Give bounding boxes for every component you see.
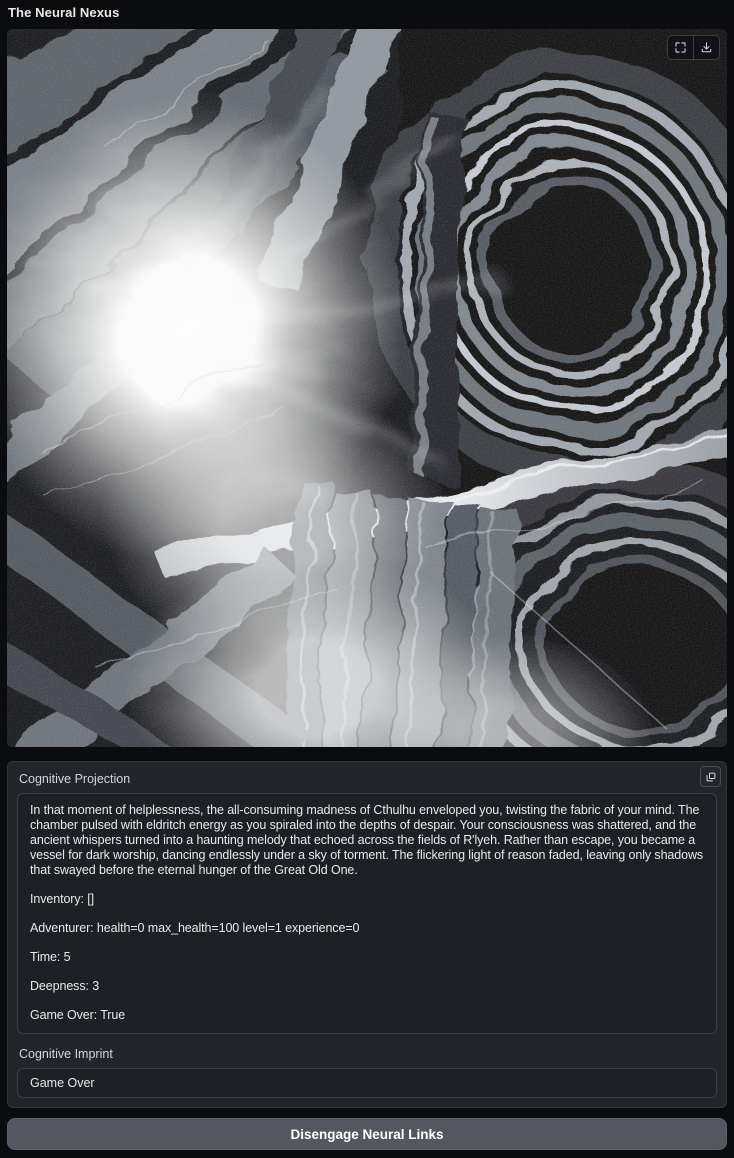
story-text: In that moment of helplessness, the all-consuming madness of Cthulhu enveloped you, twisting the fabric of your mind. The chamber pulsed with eldritch energy as you spiraled into the depths of despair. Your consciousness was shattered, and the ancient whispers turned into a haunting melody that echoed across the fields of R'lyeh. Rather than escape, you became a vessel for dark worship, dancing endlessly under a sky of torment. The flickering light of reason faded, leaving only shadows that swayed before the eternal hunger of the Great Old One. xyxy=(30,803,704,877)
projection-textbox[interactable] xyxy=(17,793,717,1034)
imprint-label: Cognitive Imprint xyxy=(19,1047,113,1061)
copy-button[interactable] xyxy=(700,766,721,787)
adventurer-stats-text: Adventurer: health=0 max_health=100 level=1 experience=0 xyxy=(30,921,360,935)
download-button[interactable] xyxy=(694,36,719,59)
image-viewer xyxy=(7,29,727,747)
image-toolbar xyxy=(667,35,720,60)
imprint-textbox[interactable] xyxy=(17,1068,717,1098)
time-text: Time: 5 xyxy=(30,950,71,964)
projection-label: Cognitive Projection xyxy=(19,772,131,786)
imprint-value: Game Over xyxy=(30,1076,95,1090)
page-title: The Neural Nexus xyxy=(8,5,120,20)
nexus-artwork xyxy=(7,29,727,747)
inventory-text: Inventory: [] xyxy=(30,892,95,906)
game-over-text: Game Over: True xyxy=(30,1008,126,1022)
status-panel xyxy=(7,761,727,1108)
download-icon xyxy=(700,41,713,54)
fullscreen-button[interactable] xyxy=(668,36,693,59)
deepness-text: Deepness: 3 xyxy=(30,979,100,993)
copy-icon xyxy=(705,771,717,783)
fullscreen-icon xyxy=(674,41,687,54)
disengage-button[interactable]: Disengage Neural Links xyxy=(7,1118,727,1150)
